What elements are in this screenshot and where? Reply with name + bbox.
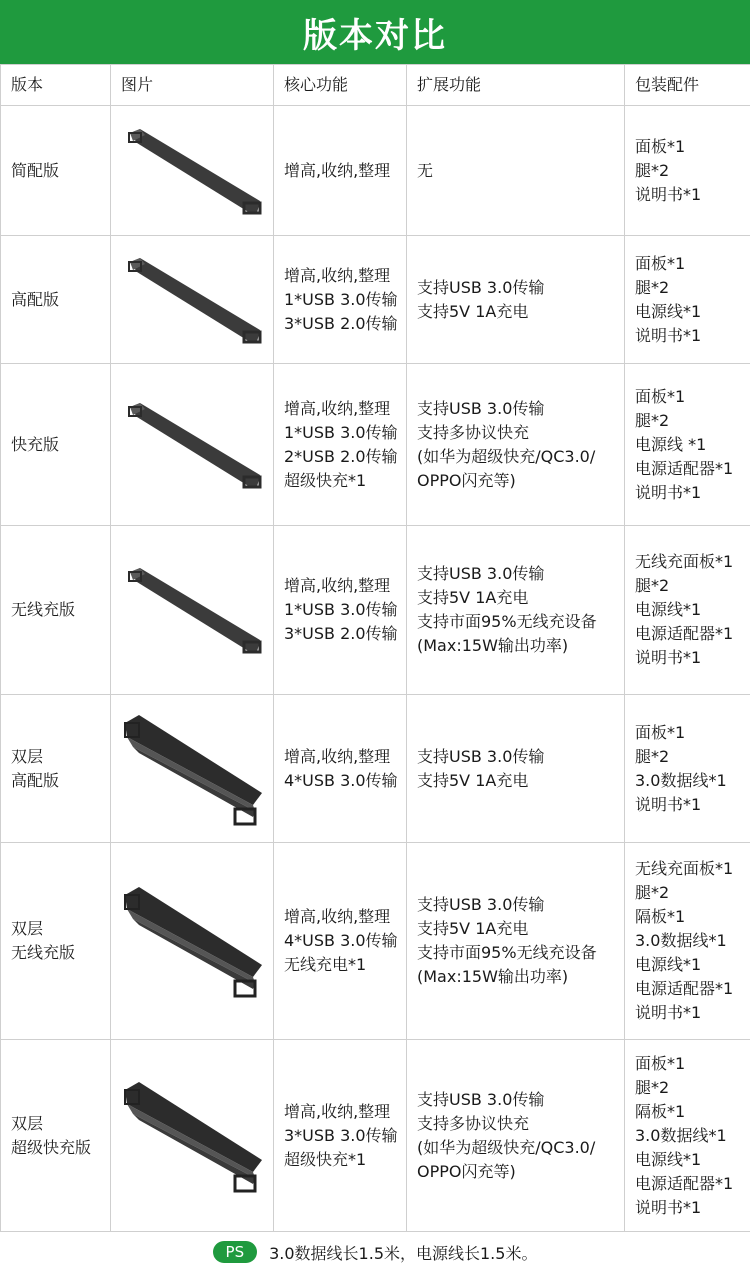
package-contents-line: 说明书*1 (635, 793, 746, 817)
version-name-line: 双层 (11, 745, 106, 769)
version-name (1, 695, 111, 843)
extended-features-line: 无 (417, 159, 620, 183)
core-features-line: 4*USB 3.0传输 (284, 929, 402, 953)
core-features-line: 3*USB 2.0传输 (284, 622, 402, 646)
core-features-line: 超级快充*1 (284, 469, 402, 493)
package-contents-line: 面板*1 (635, 1052, 746, 1076)
header-package-contents: 包装配件 (625, 65, 750, 106)
product-image-cell (111, 526, 274, 695)
core-features (274, 695, 407, 843)
extended-features-line: 支持USB 3.0传输 (417, 276, 620, 300)
extended-features-line: 支持5V 1A充电 (417, 769, 620, 793)
header-image: 图片 (111, 65, 274, 106)
package-contents-line: 说明书*1 (635, 1196, 746, 1220)
package-contents-line: 腿*2 (635, 574, 746, 598)
version-name (1, 843, 111, 1040)
table-row (1, 236, 750, 364)
package-contents-line: 电源适配器*1 (635, 622, 746, 646)
core-features-line: 增高,收纳,整理 (284, 397, 402, 421)
package-contents-line: 说明书*1 (635, 1001, 746, 1025)
extended-features-line: 支持USB 3.0传输 (417, 745, 620, 769)
extended-features-line: 支持5V 1A充电 (417, 300, 620, 324)
core-features (274, 843, 407, 1040)
package-contents-line: 面板*1 (635, 252, 746, 276)
package-contents-line: 电源线*1 (635, 1148, 746, 1172)
version-name (1, 526, 111, 695)
extended-features-line: 支持多协议快充 (417, 1112, 620, 1136)
extended-features-line: (Max:15W输出功率) (417, 965, 620, 989)
footer-note-text: 3.0数据线长1.5米，电源线长1.5米。 (269, 1241, 537, 1264)
package-contents (625, 1040, 750, 1232)
double-layer-stand-image (117, 1078, 267, 1194)
single-bar-stand-image (117, 560, 267, 660)
product-image-cell (111, 695, 274, 843)
header-core-features: 核心功能 (274, 65, 407, 106)
version-name-line: 快充版 (11, 433, 106, 457)
extended-features-line: 支持USB 3.0传输 (417, 1088, 620, 1112)
extended-features-line: (如华为超级快充/QC3.0/ (417, 445, 620, 469)
header-version: 版本 (1, 65, 111, 106)
core-features-line: 增高,收纳,整理 (284, 159, 402, 183)
package-contents-line: 腿*2 (635, 881, 746, 905)
extended-features (407, 364, 625, 526)
footer-note (0, 1232, 750, 1272)
double-layer-stand-image (117, 883, 267, 999)
core-features-line: 超级快充*1 (284, 1148, 402, 1172)
package-contents-line: 面板*1 (635, 721, 746, 745)
core-features-line: 无线充电*1 (284, 953, 402, 977)
package-contents-line: 面板*1 (635, 135, 746, 159)
package-contents-line: 腿*2 (635, 1076, 746, 1100)
ps-badge: PS (213, 1241, 258, 1263)
core-features-line: 1*USB 3.0传输 (284, 598, 402, 622)
package-contents-line: 电源线 *1 (635, 433, 746, 457)
version-name-line: 双层 (11, 1112, 106, 1136)
extended-features-line: 支持5V 1A充电 (417, 586, 620, 610)
double-layer-stand-image (117, 711, 267, 827)
package-contents (625, 236, 750, 364)
table-row (1, 1040, 750, 1232)
extended-features-line: 支持多协议快充 (417, 421, 620, 445)
core-features (274, 364, 407, 526)
version-name-line: 超级快充版 (11, 1136, 106, 1160)
package-contents (625, 106, 750, 236)
table-row (1, 526, 750, 695)
product-image-cell (111, 843, 274, 1040)
table-row (1, 843, 750, 1040)
core-features-line: 3*USB 2.0传输 (284, 312, 402, 336)
version-name-line: 简配版 (11, 159, 106, 183)
package-contents (625, 695, 750, 843)
package-contents-line: 腿*2 (635, 276, 746, 300)
core-features-line: 3*USB 3.0传输 (284, 1124, 402, 1148)
extended-features-line: 支持5V 1A充电 (417, 917, 620, 941)
package-contents-line: 说明书*1 (635, 481, 746, 505)
package-contents-line: 电源适配器*1 (635, 1172, 746, 1196)
extended-features (407, 1040, 625, 1232)
core-features (274, 1040, 407, 1232)
package-contents-line: 电源线*1 (635, 953, 746, 977)
extended-features-line: OPPO闪充等) (417, 469, 620, 493)
core-features-line: 增高,收纳,整理 (284, 745, 402, 769)
extended-features-line: (Max:15W输出功率) (417, 634, 620, 658)
package-contents-line: 电源线*1 (635, 300, 746, 324)
package-contents-line: 腿*2 (635, 409, 746, 433)
core-features (274, 106, 407, 236)
product-image-cell (111, 1040, 274, 1232)
product-image-cell (111, 106, 274, 236)
package-contents-line: 3.0数据线*1 (635, 1124, 746, 1148)
core-features-line: 增高,收纳,整理 (284, 264, 402, 288)
core-features-line: 1*USB 3.0传输 (284, 288, 402, 312)
page-title: 版本对比 (0, 0, 750, 64)
version-name (1, 364, 111, 526)
extended-features (407, 106, 625, 236)
extended-features (407, 526, 625, 695)
version-comparison-table (0, 64, 750, 1232)
package-contents-line: 说明书*1 (635, 646, 746, 670)
package-contents-line: 3.0数据线*1 (635, 929, 746, 953)
version-name-line: 双层 (11, 917, 106, 941)
version-name (1, 106, 111, 236)
extended-features-line: 支持市面95%无线充设备 (417, 610, 620, 634)
extended-features-line: 支持USB 3.0传输 (417, 562, 620, 586)
core-features-line: 增高,收纳,整理 (284, 574, 402, 598)
package-contents-line: 腿*2 (635, 745, 746, 769)
package-contents-line: 说明书*1 (635, 324, 746, 348)
core-features-line: 1*USB 3.0传输 (284, 421, 402, 445)
core-features-line: 2*USB 2.0传输 (284, 445, 402, 469)
core-features-line: 增高,收纳,整理 (284, 1100, 402, 1124)
package-contents-line: 无线充面板*1 (635, 857, 746, 881)
product-image-cell (111, 364, 274, 526)
table-row (1, 106, 750, 236)
package-contents-line: 隔板*1 (635, 1100, 746, 1124)
extended-features-line: OPPO闪充等) (417, 1160, 620, 1184)
package-contents-line: 说明书*1 (635, 183, 746, 207)
core-features (274, 236, 407, 364)
core-features-line: 4*USB 3.0传输 (284, 769, 402, 793)
package-contents-line: 电源适配器*1 (635, 457, 746, 481)
package-contents-line: 3.0数据线*1 (635, 769, 746, 793)
version-name-line: 高配版 (11, 288, 106, 312)
package-contents-line: 面板*1 (635, 385, 746, 409)
extended-features-line: 支持USB 3.0传输 (417, 397, 620, 421)
package-contents (625, 843, 750, 1040)
single-bar-stand-image (117, 250, 267, 350)
product-image-cell (111, 236, 274, 364)
extended-features (407, 236, 625, 364)
extended-features-line: (如华为超级快充/QC3.0/ (417, 1136, 620, 1160)
package-contents (625, 526, 750, 695)
package-contents (625, 364, 750, 526)
header-extended-features: 扩展功能 (407, 65, 625, 106)
extended-features-line: 支持USB 3.0传输 (417, 893, 620, 917)
table-row (1, 695, 750, 843)
version-name-line: 高配版 (11, 769, 106, 793)
package-contents-line: 无线充面板*1 (635, 550, 746, 574)
core-features-line: 增高,收纳,整理 (284, 905, 402, 929)
extended-features (407, 695, 625, 843)
package-contents-line: 电源适配器*1 (635, 977, 746, 1001)
extended-features-line: 支持市面95%无线充设备 (417, 941, 620, 965)
single-bar-stand-image (117, 121, 267, 221)
package-contents-line: 腿*2 (635, 159, 746, 183)
core-features (274, 526, 407, 695)
table-row (1, 364, 750, 526)
version-name-line: 无线充版 (11, 598, 106, 622)
header-row (1, 65, 750, 106)
package-contents-line: 电源线*1 (635, 598, 746, 622)
single-bar-stand-image (117, 395, 267, 495)
package-contents-line: 隔板*1 (635, 905, 746, 929)
version-name (1, 1040, 111, 1232)
extended-features (407, 843, 625, 1040)
version-name (1, 236, 111, 364)
version-name-line: 无线充版 (11, 941, 106, 965)
